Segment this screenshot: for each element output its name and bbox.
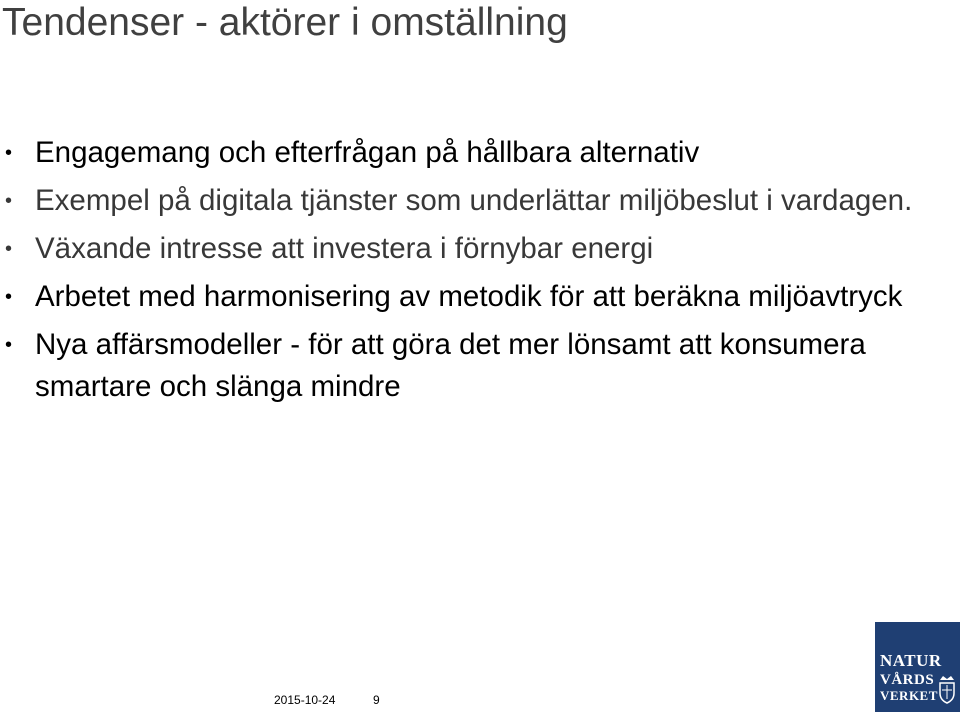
footer-date: 2015-10-24 xyxy=(274,693,336,707)
bullet-icon: • xyxy=(5,286,13,308)
bullet-text: Nya affärsmodeller - för att göra det mer lönsamt att konsumera smartare och slänga mindre xyxy=(35,328,866,403)
logo-line-2: VÅRDS xyxy=(880,672,935,688)
bullet-icon: • xyxy=(5,334,13,356)
bullet-item xyxy=(0,276,940,318)
bullet-text: Engagemang och efterfrågan på hållbara alternativ xyxy=(35,136,700,169)
bullet-item xyxy=(0,180,940,222)
bullet-icon: • xyxy=(5,238,13,260)
bullet-text: Arbetet med harmonisering av metodik för att beräkna miljöavtryck xyxy=(35,280,903,313)
bullet-icon: • xyxy=(5,190,13,212)
bullet-icon: • xyxy=(5,142,13,164)
bullet-text: Exempel på digitala tjänster som underlättar miljöbeslut i vardagen. xyxy=(35,184,913,217)
logo-line-1: NATUR xyxy=(880,651,942,670)
bullet-text: Växande intresse att investera i förnybar energi xyxy=(35,232,654,265)
bullet-item xyxy=(0,228,940,270)
bullet-list xyxy=(0,132,940,414)
naturvardsverket-logo xyxy=(875,622,960,712)
logo-line-3: VERKET xyxy=(880,688,938,703)
bullet-item xyxy=(0,132,940,174)
slide-title: Tendenser - aktörer i omställning xyxy=(2,1,568,44)
crown-shield-icon xyxy=(938,674,956,704)
bullet-item xyxy=(0,324,940,408)
page-number: 9 xyxy=(373,693,380,707)
